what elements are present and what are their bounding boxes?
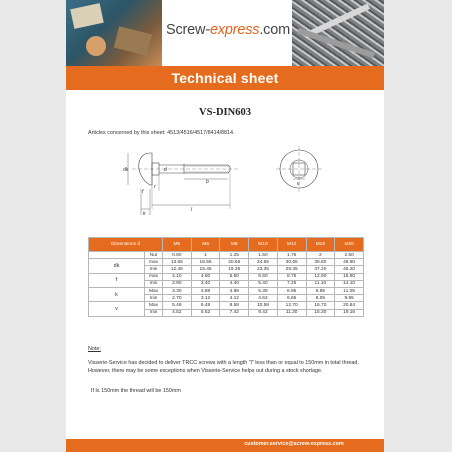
table-cell: 19.35 (220, 266, 249, 273)
table-cell: 15.90 (335, 273, 364, 280)
table-cell: 4.12 (220, 295, 249, 302)
table-cell: 9.42 (249, 309, 278, 316)
table-cell: 5.48 (163, 302, 192, 309)
table-header-row (89, 238, 364, 252)
row-sublabel: max (145, 259, 163, 266)
table-cell: 4.88 (220, 287, 249, 294)
table-cell: 24.65 (249, 259, 278, 266)
table-cell: 1 (191, 252, 220, 259)
document-title: VS-DIN603 (199, 107, 251, 118)
table-cell: 6.95 (277, 287, 306, 294)
table-row (89, 302, 364, 309)
table-cell: 12.90 (306, 273, 335, 280)
table-cell: 46.80 (335, 259, 364, 266)
label-dk: dk (123, 167, 129, 173)
table-header-cell: Dimensions d (89, 238, 163, 252)
table-header-cell: M12 (277, 238, 306, 252)
table-header-cell: M10 (249, 238, 278, 252)
table-cell: 12.70 (277, 302, 306, 309)
table-cell: 2.70 (163, 295, 192, 302)
table-cell: 11.30 (277, 309, 306, 316)
table-cell: 20.65 (220, 259, 249, 266)
row-symbol: dk (89, 259, 145, 273)
band-title: Technical sheet (171, 70, 279, 86)
footer-email: customer.service@screw-express.com (244, 441, 344, 447)
table-cell: 7.25 (277, 280, 306, 287)
table-cell: 8.05 (306, 295, 335, 302)
table-cell: 3.40 (191, 280, 220, 287)
table-cell: 1.25 (220, 252, 249, 259)
row-sublabel: Max (145, 287, 163, 294)
table-cell: 5.52 (191, 309, 220, 316)
table-cell: 2 (306, 252, 335, 259)
table-header-cell: M5 (163, 238, 192, 252)
row-sublabel: min (145, 309, 163, 316)
row-sublabel: min (145, 280, 163, 287)
table-header-cell: M20 (335, 238, 364, 252)
table-cell: 12.45 (163, 266, 192, 273)
table-cell: 14.10 (335, 280, 364, 287)
row-sublabel: min (145, 295, 163, 302)
row-symbol: v (89, 302, 145, 316)
table-cell: 1.50 (249, 252, 278, 259)
header (66, 0, 384, 66)
carriage-bolt-drawing (88, 145, 348, 223)
table-cell: 5.38 (249, 287, 278, 294)
table-cell: 37.20 (306, 266, 335, 273)
table-row (89, 259, 364, 266)
table-cell: 19.16 (335, 309, 364, 316)
dimensions-table (88, 237, 364, 317)
row-sublabel: Max (145, 302, 163, 309)
label-f: f (142, 189, 144, 195)
label-b: b (206, 179, 209, 185)
table-cell: 4.62 (249, 295, 278, 302)
table-cell: 5.60 (220, 273, 249, 280)
table-header-cell: M6 (191, 238, 220, 252)
label-r: r (154, 184, 156, 190)
table-cell: 23.35 (249, 266, 278, 273)
label-v: v (297, 181, 300, 187)
row-sublabel: min (145, 266, 163, 273)
table-cell: 38.80 (306, 259, 335, 266)
technical-sheet-page (66, 0, 384, 452)
table-cell: 6.65 (277, 295, 306, 302)
table-row (89, 252, 364, 259)
table-cell: 7.42 (220, 309, 249, 316)
table-cell: 4.40 (220, 280, 249, 287)
table-row (89, 273, 364, 280)
table-cell: 1.75 (277, 252, 306, 259)
row-sublabel: Nut (145, 252, 163, 259)
label-l: l (191, 207, 193, 213)
table-cell: 16.70 (306, 302, 335, 309)
table-header-cell: M16 (306, 238, 335, 252)
row-symbol: k (89, 287, 145, 301)
articles-line: Articles concerned by this sheet: 4513/4516/4517/8414/8814. (88, 130, 235, 136)
note-thread-rule: If l≤ 150mm the thread will be 150mm (91, 388, 181, 394)
table-cell: 3.30 (163, 287, 192, 294)
row-sublabel: max (145, 273, 163, 280)
table-cell: 11.10 (306, 280, 335, 287)
table-row (89, 287, 364, 294)
table-cell: 8.95 (306, 287, 335, 294)
table-cell: 0.80 (163, 252, 192, 259)
table-cell: 45.20 (335, 266, 364, 273)
note-heading: Note: (88, 346, 101, 352)
row-symbol (89, 252, 145, 259)
table-cell: 30.65 (277, 259, 306, 266)
table-cell: 4.10 (163, 273, 192, 280)
table-cell: 16.55 (191, 259, 220, 266)
brand-logo: Screw-express.com (166, 22, 290, 38)
label-k: k (143, 211, 146, 217)
table-cell: 9.95 (335, 295, 364, 302)
table-cell: 29.35 (277, 266, 306, 273)
table-cell: 20.84 (335, 302, 364, 309)
label-d: d (164, 167, 167, 173)
row-symbol: f (89, 273, 145, 287)
table-header-cell: M8 (220, 238, 249, 252)
table-cell: 10.58 (249, 302, 278, 309)
table-cell: 3.12 (191, 295, 220, 302)
table-cell: 8.58 (220, 302, 249, 309)
header-photo-screws (292, 0, 384, 66)
table-cell: 6.48 (191, 302, 220, 309)
table-cell: 3.88 (191, 287, 220, 294)
table-cell: 15.30 (306, 309, 335, 316)
note-body: Visserie-Service has decided to deliver TRCC screws with a length "l" less than or equal to 150mm in total thread. However, there may be some exceptions when Visserie-Service helps out during a stock shortage. (88, 360, 359, 374)
table-cell: 5.40 (249, 280, 278, 287)
table-cell: 11.05 (335, 287, 364, 294)
table-cell: 4.52 (163, 309, 192, 316)
table-cell: 6.60 (249, 273, 278, 280)
table-cell: 13.55 (163, 259, 192, 266)
table-cell: 15.45 (191, 266, 220, 273)
header-photo-hands-tools (66, 0, 162, 66)
table-cell: 8.75 (277, 273, 306, 280)
table-cell: 2.90 (163, 280, 192, 287)
table-cell: 4.60 (191, 273, 220, 280)
table-cell: 2.50 (335, 252, 364, 259)
